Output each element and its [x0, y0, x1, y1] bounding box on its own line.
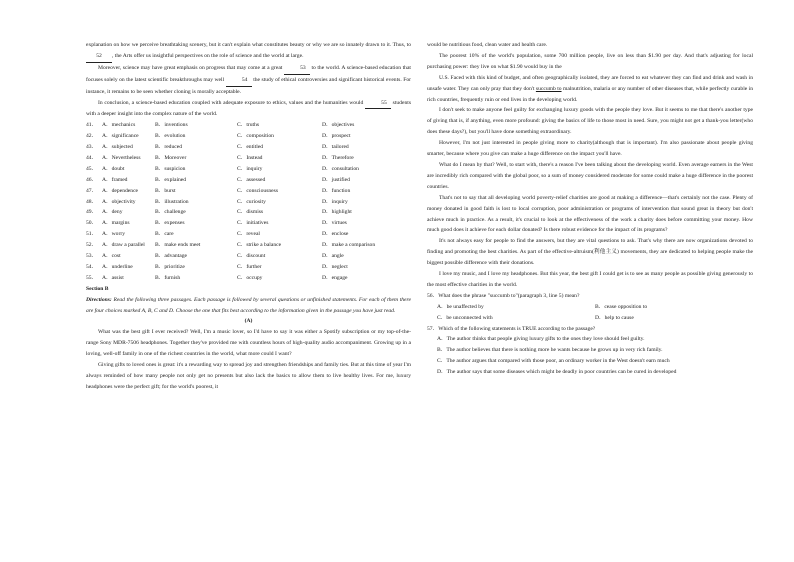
option-c: C．strike a balance: [237, 242, 282, 249]
option-d: D．justified: [322, 176, 350, 183]
option-c: C．curiosity: [237, 198, 266, 205]
option-row: [86, 273, 411, 284]
underlined-phrase: succumb to: [535, 85, 562, 92]
option-c: C．assessed: [237, 176, 266, 183]
option-a: A．draw a parallel: [102, 242, 145, 249]
passage-paragraph: It's not always easy for people to find the answers, but they are vital questions to ask. That's why there are now organizations devoted to finding and promoting the best charities. As part of the effective-altruism(利他主义) movements, they are dedicated to helping people make the biggest possible difference with their donations.: [427, 238, 753, 267]
q57-option-b: B．The author believes that there is nothing more he wants because he grows up in very rich family.: [437, 347, 663, 354]
passage-paragraph: explanation on how we perceive breathtaking scenery, but it can't explain what constitutes beauty or why we are so innately drawn to it. Thus, to 52 , the Arts offer us insightful perspectives on the role of science and the world at large.: [86, 40, 411, 63]
option-number: 43．: [86, 144, 98, 151]
option-a: A．worry: [102, 231, 125, 238]
blank-53: 53: [284, 63, 310, 75]
q57-option-d: D．The author says that some diseases which might be deadly in poor countries can be cured in developed: [437, 369, 677, 376]
option-b: B．challenge: [155, 209, 186, 216]
option-number: 49．: [86, 209, 98, 216]
option-number: 55．: [86, 274, 98, 281]
option-d: D．function: [322, 187, 351, 194]
option-row: [86, 153, 411, 164]
option-number: 54．: [86, 263, 98, 270]
passage-label: (A): [244, 318, 253, 325]
option-d: D．angle: [322, 253, 344, 260]
option-row: [86, 218, 411, 229]
passage-paragraph: Giving gifts to loved ones is great: it's a rewarding way to spread joy and strengthen friendships and family ties. But at this time of year I'm always reminded of how many people not only get no presents but also lack the basics to allow them to live healthy lives. For me, luxury headphones were the perfect gift; for the world's poorest, it: [86, 362, 411, 390]
passage-paragraph: I don't seek to make anyone feel guilty for exchanging luxury goods with the people they love. But it seems to me that there's another type of giving that is, if anything, even more profound: giving the basics of life to those most in need. Sure, you might not get a thank-you letter(who does these days?), but you'll have done something extraordinary.: [427, 107, 753, 136]
option-row: [86, 229, 411, 240]
option-row: [86, 197, 411, 208]
q56-option-d: D．help to cause: [595, 314, 634, 321]
passage-paragraph: I love my music, and I love my headphones. But this year, the best gift I could get is to see as many people as possible giving generously to the most effective charities in the world.: [427, 271, 753, 288]
option-row: [86, 262, 411, 273]
passage-paragraph: The poorest 10% of the world's population, some 700 million people, live on less than $1.90 per day. And that's adjusting for local purchasing power: they live on what $1.90 would buy in the: [427, 52, 753, 70]
option-number: 45．: [86, 165, 98, 172]
option-row: [86, 240, 411, 251]
option-a: A．Nevertheless: [102, 155, 141, 162]
option-row: [86, 164, 411, 175]
option-c: C．Instead: [237, 155, 263, 162]
blank-52: 52: [86, 51, 112, 63]
option-b: B．prioritize: [155, 263, 185, 270]
option-d: D．prospect: [322, 133, 351, 140]
option-a: A．doubt: [102, 165, 125, 172]
option-b: B．suspicion: [155, 165, 186, 172]
q57-option-a: A．The author thinks that people giving luxury gifts to the ones they love should feel guilty.: [437, 336, 645, 343]
option-number: 48．: [86, 198, 98, 205]
option-row: [86, 131, 411, 142]
option-number: 41．: [86, 122, 98, 129]
option-a: A．dependence: [102, 187, 139, 194]
option-row: [86, 207, 411, 218]
option-c: C．occupy: [237, 274, 263, 281]
option-d: D．neglect: [322, 263, 348, 270]
option-a: A．deny: [102, 209, 123, 216]
option-d: D．enclose: [322, 231, 349, 238]
right-column: [427, 40, 753, 378]
option-d: D．highlight: [322, 209, 352, 216]
option-d: D．objectives: [322, 122, 355, 129]
option-row: [86, 120, 411, 131]
option-number: 47．: [86, 187, 98, 194]
option-number: 50．: [86, 220, 98, 227]
option-number: 51．: [86, 231, 98, 238]
option-row: [86, 175, 411, 186]
option-row: [86, 251, 411, 262]
left-column: [86, 40, 411, 393]
option-c: C．dismiss: [237, 209, 264, 216]
passage-paragraph: What do I mean by that? Well, to start with, there's a reason I've been talking about the developing world. Even average earners in the West are incredibly rich compared with the global poor, so a sum of money considered moderate for some could make a huge difference in the poorest countries.: [427, 161, 753, 190]
option-d: D．Therefore: [322, 155, 354, 162]
question-57: 57．Which of the following statements is TRUE according to the passage?: [427, 325, 596, 332]
option-c: C．entitled: [237, 144, 264, 151]
option-b: B．Moreover: [155, 155, 187, 162]
option-b: B．advantage: [155, 253, 187, 260]
q56-option-c: C．be unconnected with: [437, 314, 493, 321]
question-56-options-row: [427, 302, 753, 313]
blank-54: 54: [226, 75, 252, 87]
option-d: D．tailored: [322, 144, 349, 151]
option-b: B．expenses: [155, 220, 185, 227]
option-b: B．illustration: [155, 198, 189, 205]
passage-paragraph: What was the best gift I ever received? Well, I'm a music lover, so I'd have to say it was either a Spotify subscription or my top-of-the-range Sony MDR-7506 headphones. Together they've provided me with countless hours of high-quality audio accompaniment. Growing up in a loving, well-off family in one of the richest countries in the world, what more could I want?: [86, 329, 411, 358]
directions: Directions: Read the following three passages. Each passage is followed by several questions or unfinished statements. For each of them there are four choices marked A, B, C and D. Choose the one that fits best according to the information given in the passage you have just read.: [86, 296, 411, 314]
passage-paragraph: That's not to say that all developing world poverty-relief charities are good at making a difference—that's certainly not the case. Plenty of money donated in good faith is lost to local corruption, poor administration or programs of intervention that sound great in theory but don't achieve much in practice. As a result, it's crucial to look at the effectiveness of the work a charity does before committing your money. How much good does it achieve for each dollar donated? Is there robust evidence for the impact of its programs?: [427, 194, 753, 234]
option-number: 42．: [86, 133, 98, 140]
option-a: A．framed: [102, 176, 128, 183]
option-table: [86, 120, 411, 283]
q56-option-a: A．be unaffected by: [437, 303, 484, 310]
passage-paragraph: would be nutritious food, clean water and health care.: [427, 42, 548, 48]
option-d: D．engage: [322, 274, 348, 281]
question-56: 56．What does the phrase "succumb to"(paragraph 3, line 5) mean?: [427, 292, 580, 299]
option-number: 52．: [86, 242, 98, 249]
q56-option-b: B．cease opposition to: [595, 303, 648, 310]
option-row: [86, 186, 411, 197]
option-c: C．composition: [237, 133, 274, 140]
option-c: C．discount: [237, 253, 266, 260]
blank-55: 55: [365, 98, 391, 110]
option-b: B．explained: [155, 176, 187, 183]
option-c: C．initiatives: [237, 220, 269, 227]
option-row: [86, 142, 411, 153]
option-b: B．inventions: [155, 122, 188, 129]
option-d: D．inquiry: [322, 198, 348, 205]
option-c: C．inquiry: [237, 165, 263, 172]
option-b: B．make ends meet: [155, 242, 201, 249]
option-c: C．consciousness: [237, 187, 279, 194]
option-a: A．subjected: [102, 144, 133, 151]
option-a: A．assist: [102, 274, 124, 281]
passage-paragraph: In conclusion, a science-based education coupled with adequate exposure to ethics, values and the humanities would 55 students with a deeper insight into the complex nature of the world.: [86, 99, 411, 118]
option-b: B．evolution: [155, 133, 186, 140]
option-a: A．significance: [102, 133, 139, 140]
option-c: C．reveal: [237, 231, 260, 238]
passage-paragraph: U.S. Faced with this kind of budget, and often geographically isolated, they are forced to eat whatever they can find and drink and wash in unsafe water. They can only pray that they don't succumb to malnutrition, malaria or any number of other diseases that, while perfectly curable in rich countries, frequently ruin or end lives in the developing world.: [427, 74, 753, 103]
option-d: D．virtues: [322, 220, 347, 227]
option-a: A．margins: [102, 220, 130, 227]
option-c: C．further: [237, 263, 262, 270]
option-number: 46．: [86, 176, 98, 183]
option-b: B．burst: [155, 187, 176, 194]
option-number: 44．: [86, 155, 98, 162]
option-b: B．reduced: [155, 144, 183, 151]
passage-paragraph: However, I'm not just interested in people giving more to charity(although that is important). I'm also passionate about people giving smarter, because where you give can make a huge difference on the impact you'll have.: [427, 140, 753, 158]
q57-option-c: C．The author argues that compared with those poor, an ordinary worker in the West doesn't earn much: [437, 358, 670, 365]
option-c: C．truths: [237, 122, 260, 129]
question-56-options-row: [427, 313, 753, 324]
option-a: A．objectivity: [102, 198, 136, 205]
option-a: A．cost: [102, 253, 121, 260]
option-a: A．mechanics: [102, 122, 136, 129]
option-b: B．care: [155, 231, 174, 238]
passage-paragraph: Moreover, science may have great emphasis on progress that may come at a great 53 to the world. A science-based education that focuses solely on the latest scientific breakthroughs may well 54 the study of ethical controversies and significant historical events. For instance, it remains to be seen whether cloning is morally acceptable.: [86, 64, 412, 95]
option-number: 53．: [86, 253, 98, 260]
option-d: D．make a comparison: [322, 242, 376, 249]
option-b: B．furnish: [155, 274, 181, 281]
option-d: D．consultation: [322, 165, 359, 172]
option-a: A．underline: [102, 263, 133, 270]
section-heading: Section B: [86, 285, 109, 292]
